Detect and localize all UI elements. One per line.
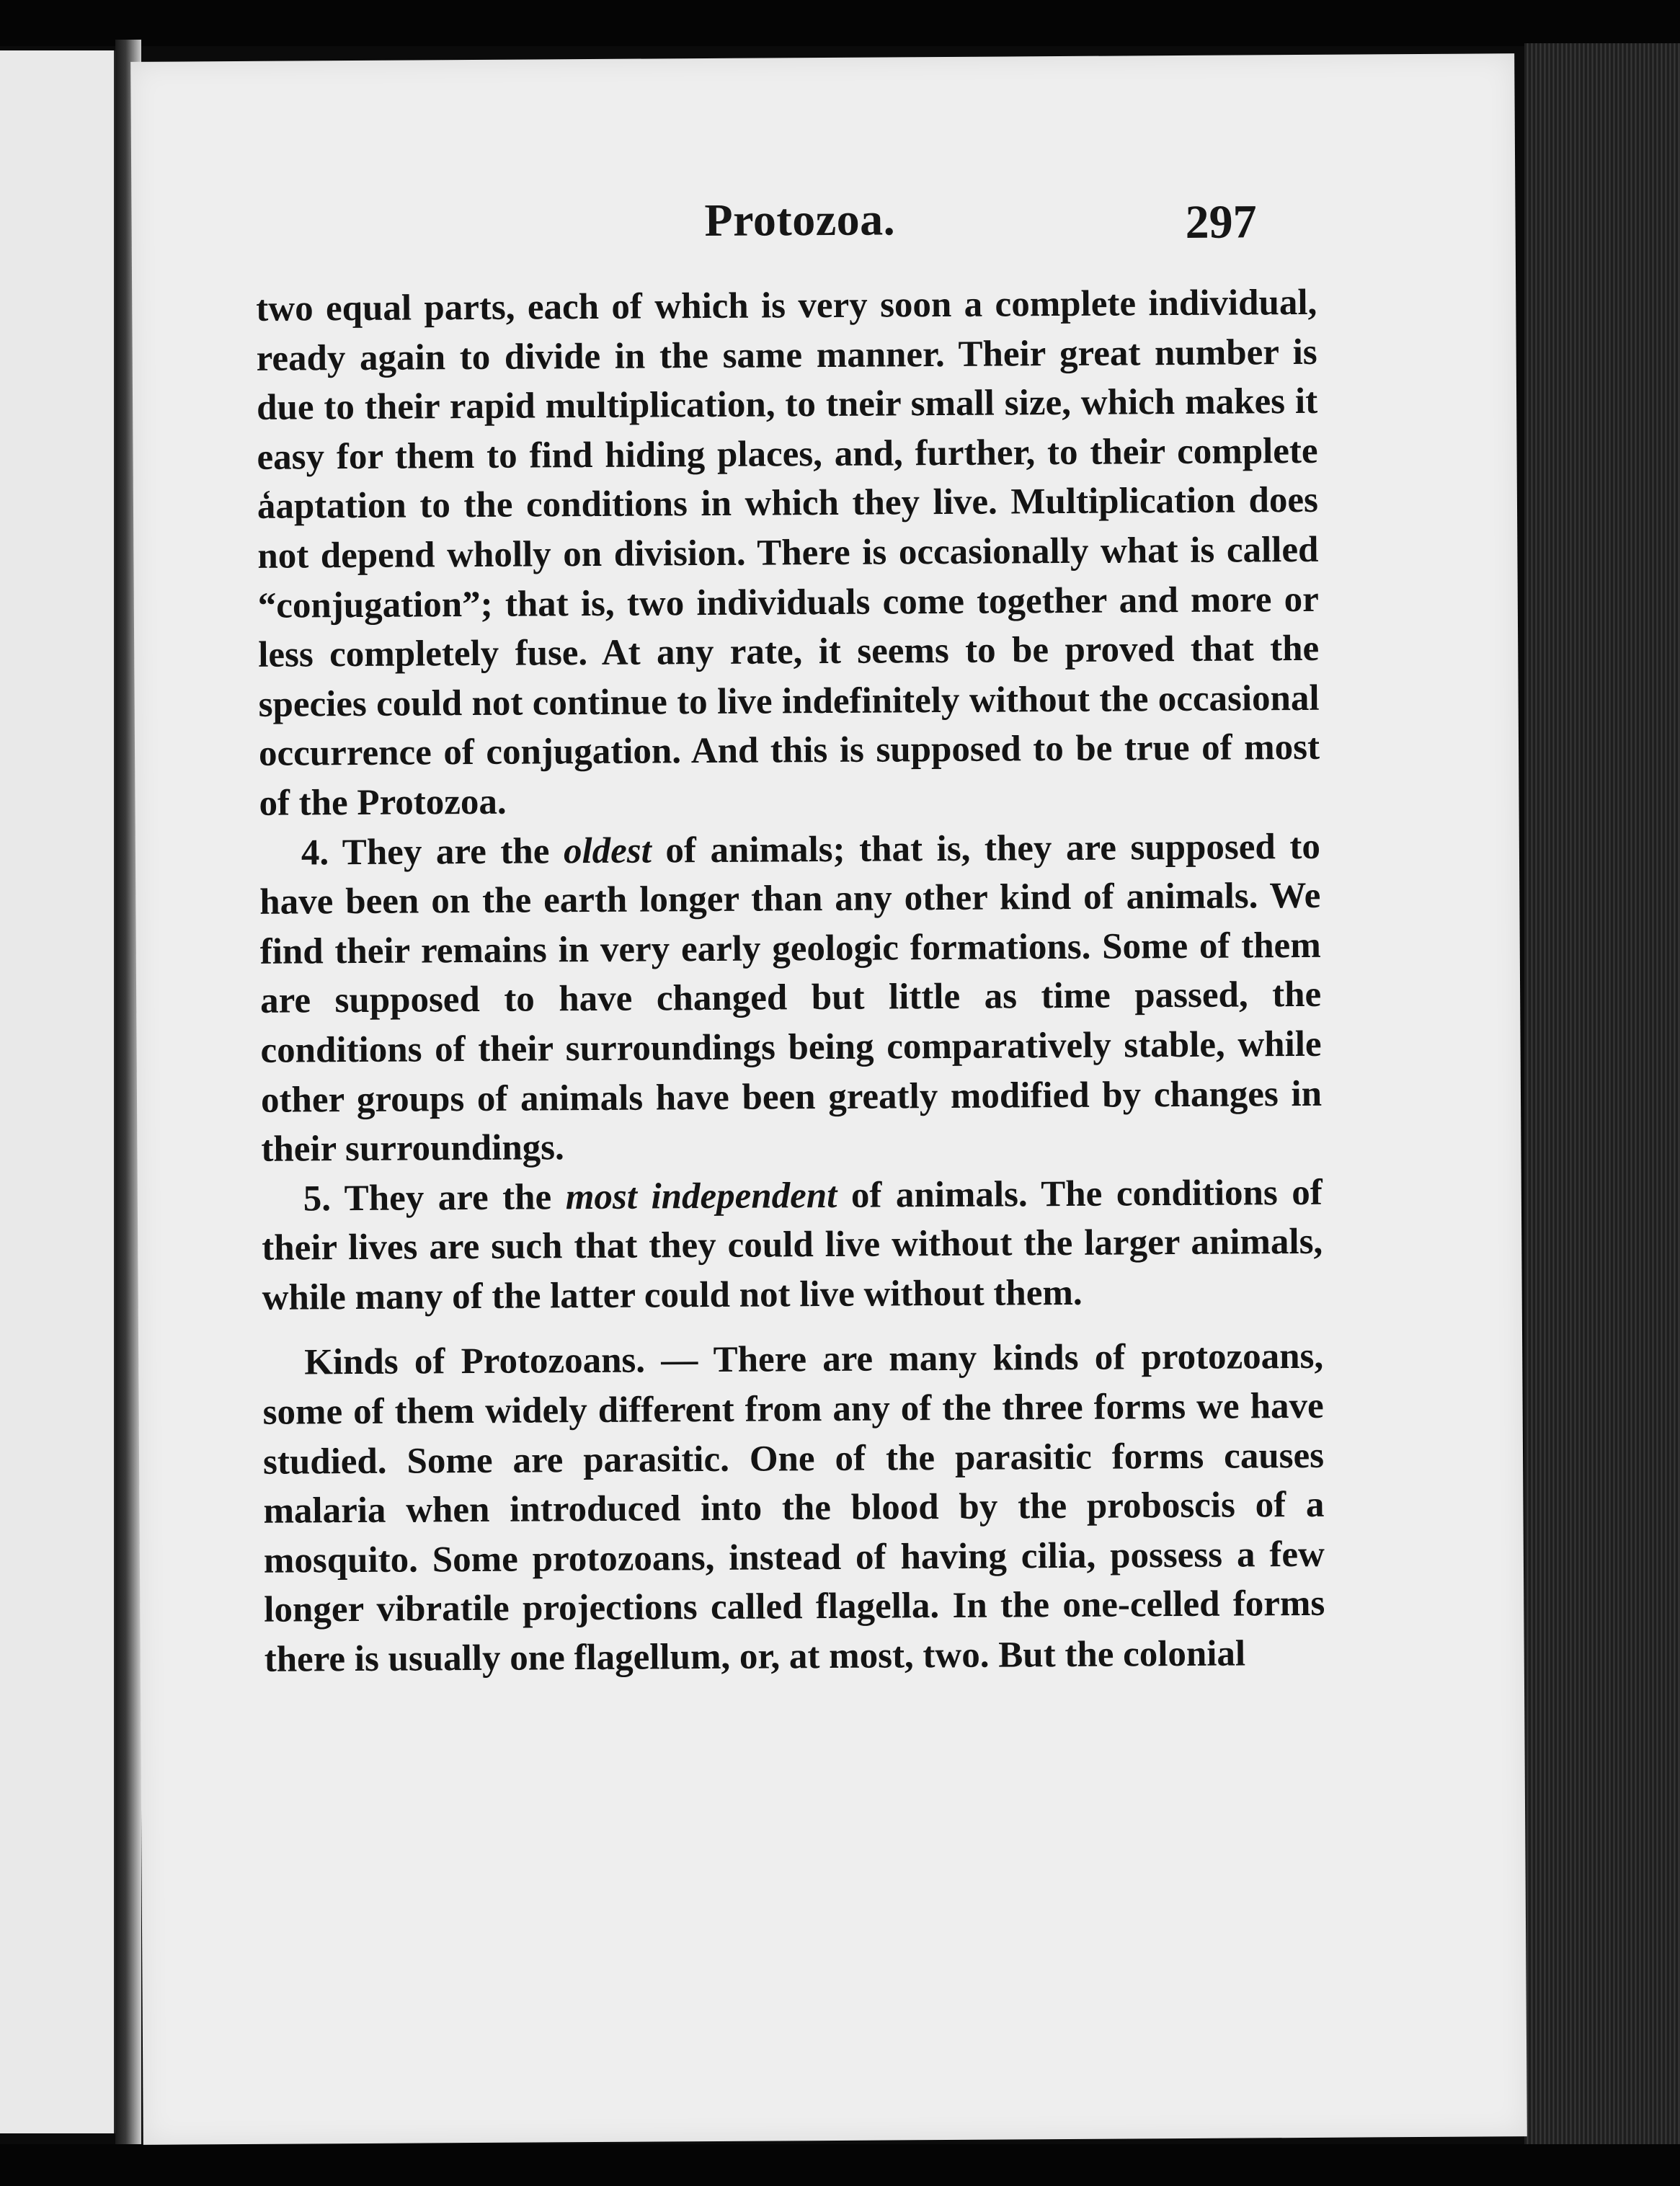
page-number: 297 xyxy=(1185,195,1257,249)
emphasis-text: most independent xyxy=(565,1175,837,1217)
paragraph-text: two equal parts, each of which is very soon a complete individual, ready again to divide in the same manner. Their great number is due to their rapid multiplication, to tneir small size, which makes it easy for them to find hiding places, and, further, to their complete a̒aptation to the conditions in which they live. Multiplication does not depend wholly on division. There is occasionally what is called “conjugation”; that is, two individuals come together and more or less completely fuse. At any rate, it seems to be proved that the species could not continue to live indefinitely without the occasional occurrence of conjugation. And this is supposed to be true of most of the Protozoa. xyxy=(256,282,1320,824)
paragraph-lead: 4. They are the xyxy=(301,830,564,873)
facing-page-edge xyxy=(0,50,118,2133)
scan-bottom-border xyxy=(0,2144,1680,2186)
book-page xyxy=(130,53,1527,2145)
paragraph-text: — There are many kinds of protozoans, some of them widely different from any of the three forms we have studied. Some are parasitic. One of the parasitic forms causes malaria when introduced into the blood by the proboscis of a mosquito. Some protozoans, instead of having cilia, possess a few longer vibratile projections called flagella. In the one-celled forms there is usually one flagellum, or, at most, two. But the colonial xyxy=(262,1336,1325,1680)
page-body xyxy=(256,278,1325,1685)
section-heading: Kinds of Protozoans. xyxy=(304,1341,646,1383)
paragraph-text: of animals; that is, they are supposed to have been on the earth longer than any other kind of animals. We find their remains in very early geologic formations. Some of them are supposed to have changed but little as time passed, the conditions of their surroundings being comparatively stable, while other groups of animals have been greatly modified by changes in their surroundings. xyxy=(259,826,1323,1170)
paragraph-text: of animals. The conditions of their lives are such that they could live without the larger animals, while many of the latter could not live without them. xyxy=(262,1172,1323,1318)
page-header xyxy=(131,189,1516,262)
page-stack-edges xyxy=(1524,43,1680,2162)
paragraph-point-5 xyxy=(262,1168,1323,1323)
paragraph-lead: 5. They are the xyxy=(303,1176,566,1219)
paragraph-continuation xyxy=(256,278,1320,829)
scan-top-border xyxy=(0,0,1680,46)
running-title: Protozoa. xyxy=(704,193,896,246)
paragraph-kinds-of-protozoans xyxy=(262,1332,1325,1684)
paragraph-point-4 xyxy=(259,822,1323,1174)
emphasis-text: oldest xyxy=(563,830,652,871)
